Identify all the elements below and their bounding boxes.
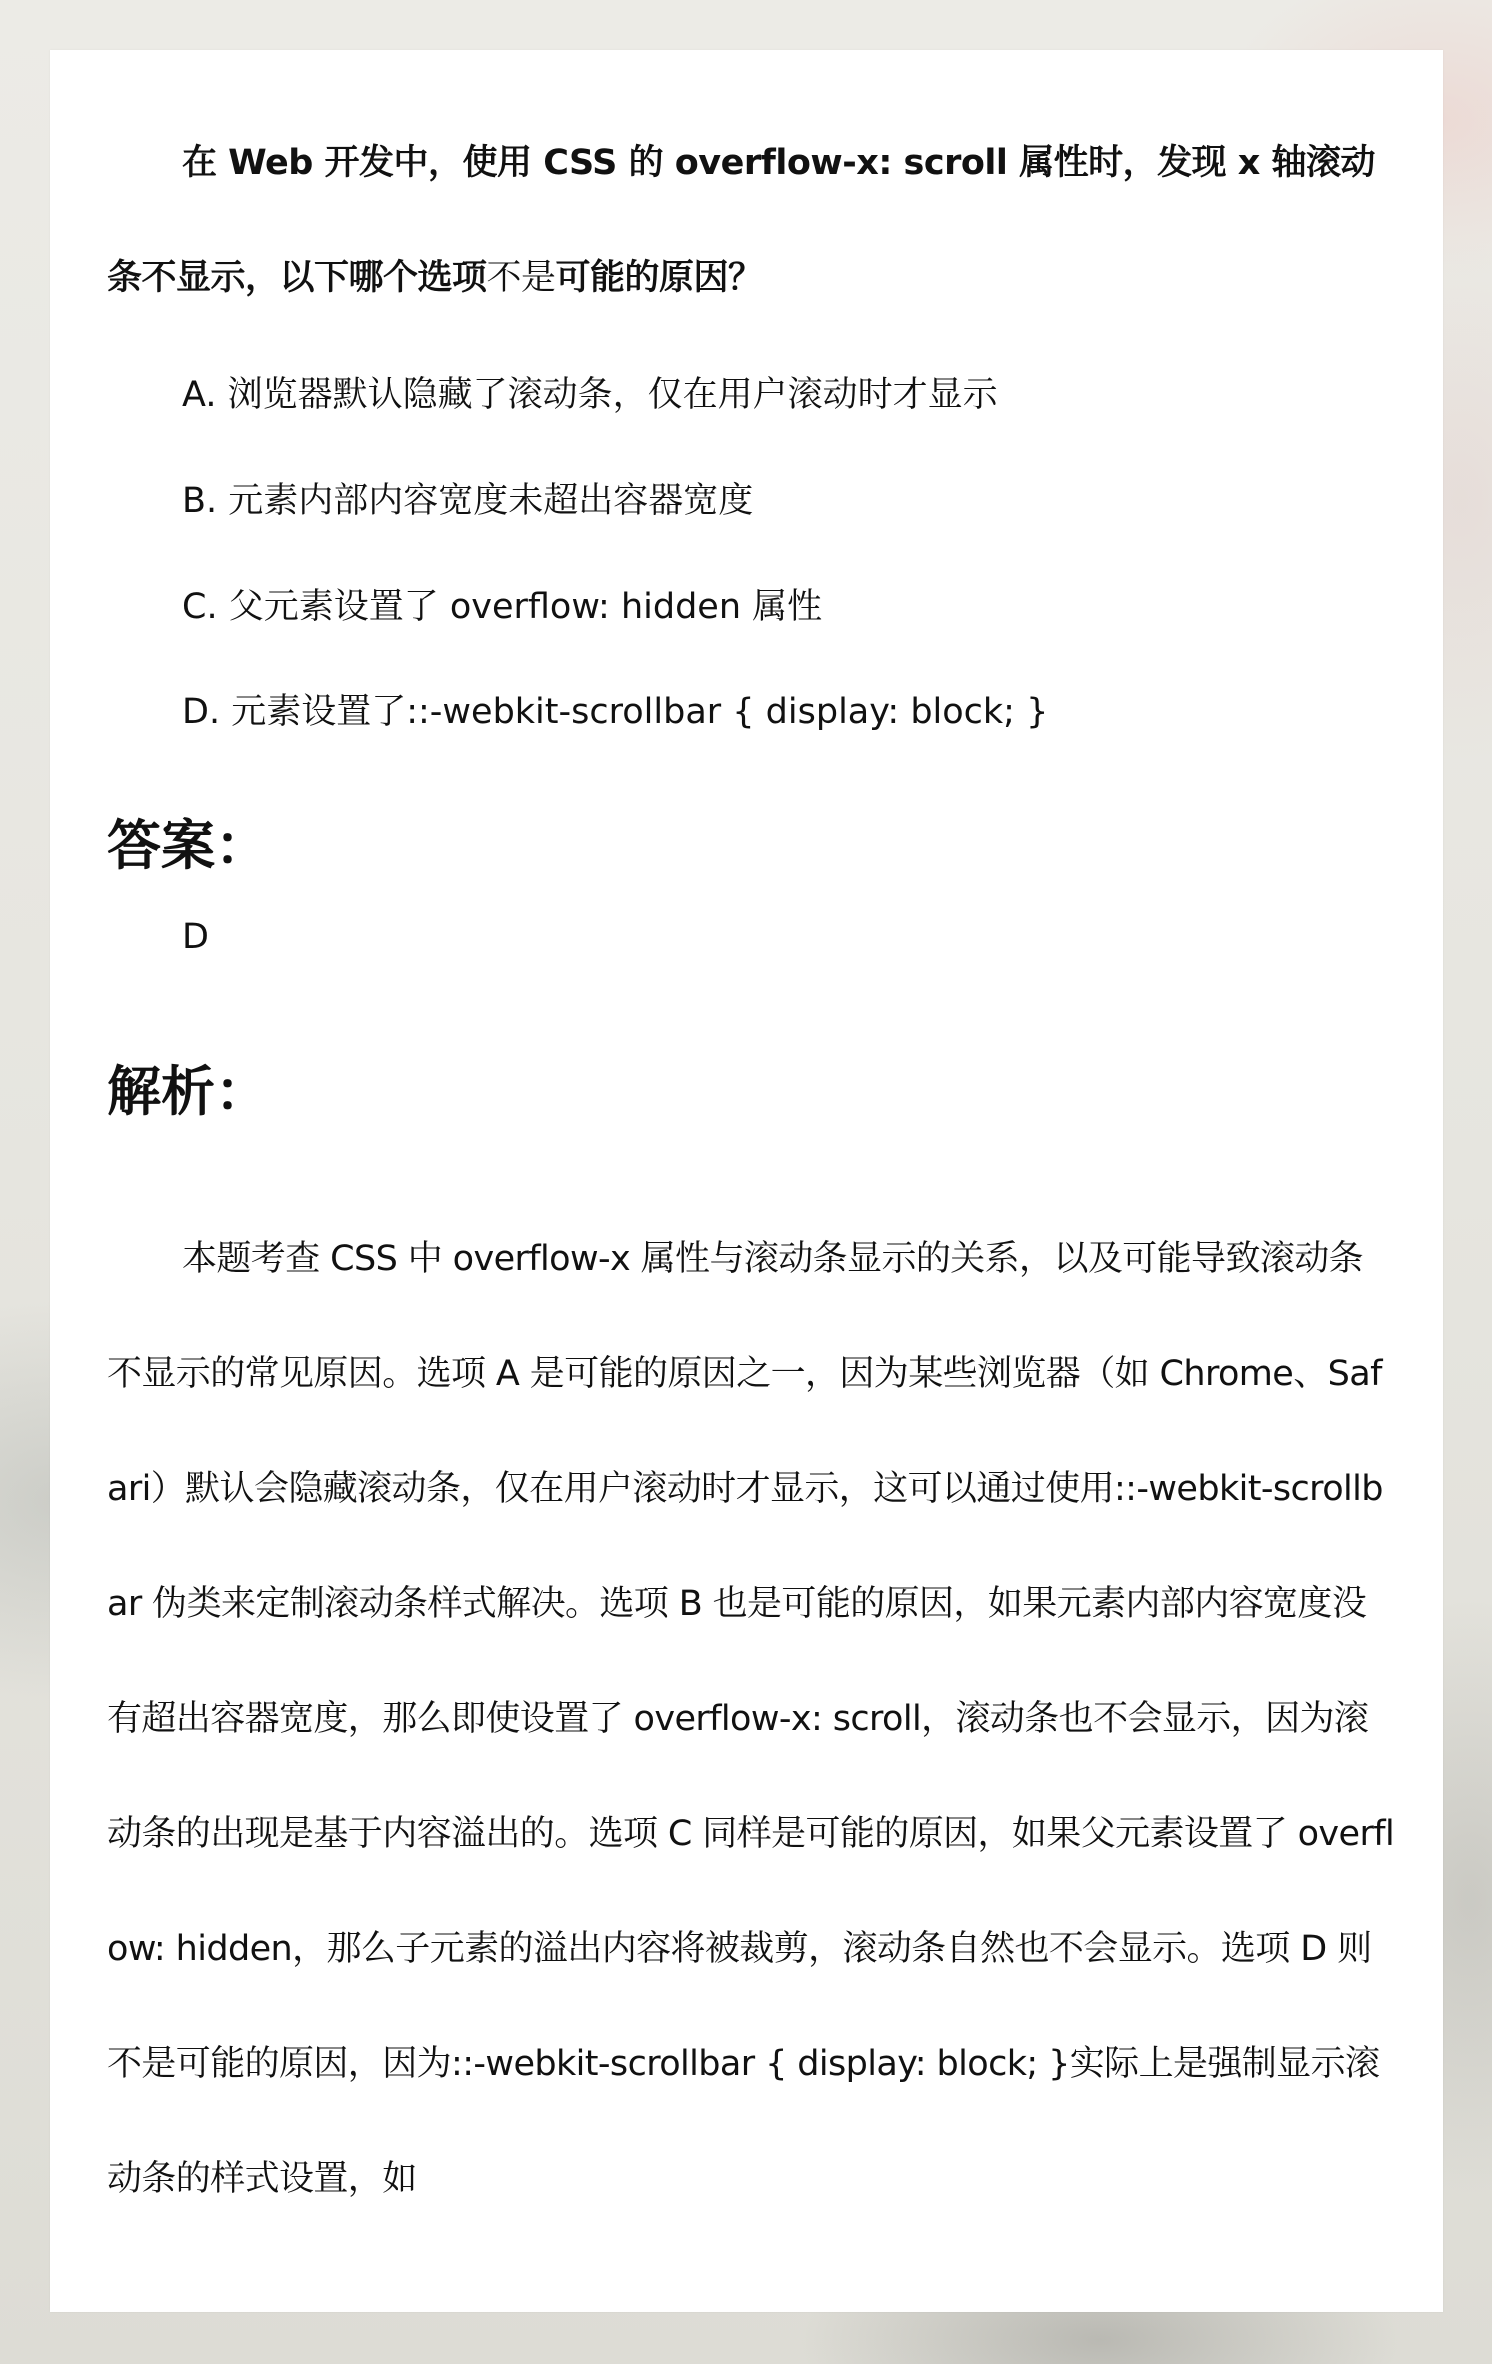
- analysis-text: 本题考查 CSS 中 overflow-x 属性与滚动条显示的关系，以及可能导致滚动条不显示的常见原因。选项 A 是可能的原因之一，因为某些浏览器（如 Chrome、Safari）默认会隐藏滚动条，仅在用户滚动时才显示，这可以通过使用::-webkit-scrollbar 伪类来定制滚动条样式解决。选项 B 也是可能的原因，如果元素内部内容宽度没有超出容器宽度，那么即使设置了 overflow-x: scroll，滚动条也不会显示，因为滚动条的出现是基于内容溢出的。选项 C 同样是可能的原因，如果父元素设置了 overflow: hidden，那么子元素的溢出内容将被裁剪，滚动条自然也不会显示。选项 D 则不是可能的原因，因为::-webkit-scrollbar { display: block; }实际上是强制显示滚动条的样式设置，如: [107, 1239, 1395, 2199]
- option-a: A. 浏览器默认隐藏了滚动条，仅在用户滚动时才显示: [182, 375, 998, 415]
- question-part-2: 不是: [486, 258, 556, 298]
- content-card: [50, 50, 1443, 2312]
- option-c: C. 父元素设置了 overflow: hidden 属性: [182, 587, 823, 627]
- option-d: D. 元素设置了::-webkit-scrollbar { display: block; }: [182, 692, 1049, 732]
- question-part-1: 在 Web 开发中，使用 CSS 的 overflow-x: scroll 属性时，发现 x 轴滚动条不显示，以下哪个选项: [107, 143, 1376, 298]
- analysis-heading: 解析：: [107, 1060, 269, 1123]
- question-part-3: 可能的原因？: [555, 258, 763, 298]
- option-b: B. 元素内部内容宽度未超出容器宽度: [182, 481, 754, 521]
- question-text: [107, 106, 1397, 336]
- answer-heading: 答案：: [107, 814, 269, 877]
- answer-value: D: [182, 917, 209, 957]
